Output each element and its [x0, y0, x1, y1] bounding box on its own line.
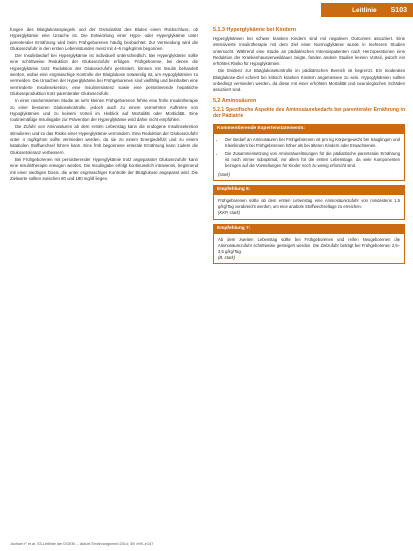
evidence-grade: (KKP, stark) — [218, 210, 241, 216]
page-number: S103 — [390, 6, 407, 14]
expert-statement-box — [213, 124, 405, 181]
box-title: Kommentierende Expertenstatements: — [214, 125, 404, 134]
section-label: Leitlinie — [352, 6, 377, 14]
box-title: Empfehlung 6: — [214, 186, 404, 195]
body-paragraph: In einer randomisierten Studie an sehr kleinen Frühgeborenen führte eine frühe Insulintherapie zu einer besseren Glukosekontrolle, jedoch auch zu einem vermehrten Auftreten von Hypoglykämien und zu keinem Vorteil im Hinblick auf Mortalität oder Morbidität. Eine routinemäßige Insulingabe zur Prävention der Hyperglykämie wird daher nicht empfohlen. — [10, 98, 198, 123]
box-body — [214, 234, 404, 264]
list-item: • Die Zusammensetzung von Aminosäurelösungen für die pädiatrische parenterale Ernährung ist noch immer suboptimal, vor allem für die ersten Lebenstage, da viele Komponenten bezogen auf die Vorstellungen für Kinder noch zu wenig erforscht sind. — [225, 151, 400, 170]
body-paragraph: Bei Frühgeborenen mit persistierender Hyperglykämie trotz angepasster Glukosezufuhr kann eine Insulintherapie erwogen werden. Die Insulingabe erfolgt kontinuierlich intravenös, beginnend mit einer niedrigen Dosis, die unter engmaschiger Kontrolle der Blutglukose angepasst wird. Die Zielwerte sollten zwischen 80 und 180 mg/dl liegen. — [10, 156, 198, 181]
body-paragraph: Hyperglykämien bei schwer kranken Kindern sind mit negativen Outcomes assoziiert. Eine intensivierte Insulintherapie mit dem Ziel einer Normoglykämie wurde in mehreren Studien untersucht. Während eine Studie an pädiatrischen Intensivpatienten nach Herzoperationen eine Reduktion der Krankenhausverweildauer zeigte, fanden andere Studien keinen Vorteil, jedoch ein erhöhtes Risiko für Hypoglykämien. — [213, 36, 405, 67]
page-header — [0, 0, 413, 18]
recommendation-box — [213, 224, 405, 265]
section-heading: 5.1.3 Hyperglykämie bei Kindern — [213, 27, 296, 33]
box-body — [214, 195, 404, 219]
right-column — [213, 27, 405, 268]
box-title: Empfehlung 7: — [214, 225, 404, 234]
page-footer: Jochum F et al. S3-Leitlinie der DGEM ... Aktuel Ernährungsmed 2014; 39: e99–e147 — [10, 542, 154, 546]
box-body — [214, 134, 404, 180]
section-tab — [321, 3, 413, 17]
consensus-note: (stark) — [218, 171, 230, 177]
recommendation-text: Frühgeborenen sollte ab dem ersten Lebenstag eine Aminosäurezufuhr von mindestens 1,5 g/kg/Tag verabreicht werden, um eine anabole Stoffwechsellage zu erreichen. — [218, 197, 400, 210]
body-paragraph: fungen des Blutglukosespiegels und der Osmolarität des Blutes einen Rückschluss, ob Hyperglykämie eine Ursache ist. Die Entwicklung einer Hypo- oder Hyperglykämie unter parenteraler Ernährung wird beim Frühgeborenen häufig beobachtet. Zur Vermeidung wird die Glukosezufuhr in den ersten Lebensstunden meist mit 4–6 mg/kg/min begonnen. — [10, 27, 198, 51]
recommendation-text: Ab dem zweiten Lebenstag sollte bei Frühgeborenen und reifen Neugeborenen die Aminosäurezufuhr schrittweise gesteigert werden. Die Zielzufuhr beträgt bei Frühgeborenen 2,5–3,5 g/kg/Tag. — [218, 236, 400, 254]
statement-list — [218, 137, 400, 170]
subsubsection-heading: 5.2.1 Spezifische Aspekte des Aminosäurebedarfs bei parenteraler Ernährung in der Pädiatrie — [213, 106, 405, 120]
evidence-grade: (B, stark) — [218, 255, 235, 261]
body-paragraph: Die Evidenz zur Blutglukosekontrolle im pädiatrischen Bereich ist begrenzt. Ein moderates Blutglukose-Ziel scheint bei kritisch kranken Kindern angemessen zu sein. Hypoglykämien sollten unbedingt vermieden werden, da diese mit einer erhöhten Mortalität und neurologischen Schäden assoziiert sind. — [213, 68, 405, 93]
left-column — [10, 27, 198, 183]
list-item: • Der Bedarf an Aminosäuren bei Frühgeborenen ist pro kg Körpergewicht bei Säuglingen und Kleinkindern bei Frühgeborenen höher als bei älteren Kindern oder Erwachsenen. — [225, 137, 400, 149]
body-paragraph: Der Insulinbedarf bei Hyperglykämie ist individuell unterschiedlich. Bei Hyperglykämie sollte eine schrittweise Reduktion der Glukosezufuhr erfolgen. Frühgeborene, bei denen die Hyperglykämie trotz Reduktion der Glukosezufuhr persistiert, können mit Insulin behandelt werden, wobei eine engmaschige Kontrolle der Blutglukose notwendig ist, um Hypoglykämien zu vermeiden. Die Ursachen der Hyperglykämie bei Frühgeborenen sind vielfältig und beinhalten eine verminderte Insulinsekretion, eine Insulinresistenz sowie eine persistierende hepatische Glukoseproduktion trotz parenteraler Glukosezufuhr. — [10, 53, 198, 96]
body-paragraph: Die Zufuhr von Aminosäuren ab dem ersten Lebenstag kann die endogene Insulinsekretion stimulieren und so das Risiko einer Hyperglykämie vermindern. Eine Reduktion der Glukosezufuhr unter 4 mg/kg/min sollte vermieden werden, da sie zu einem Energiedefizit und zu einem katabolen Stoffwechsel führen kann. Eine früh begonnene enterale Ernährung kann zudem die Glukosetoleranz verbessern. — [10, 124, 198, 155]
recommendation-box — [213, 185, 405, 220]
subsection-heading: 5.2 Aminosäuren — [213, 97, 257, 104]
